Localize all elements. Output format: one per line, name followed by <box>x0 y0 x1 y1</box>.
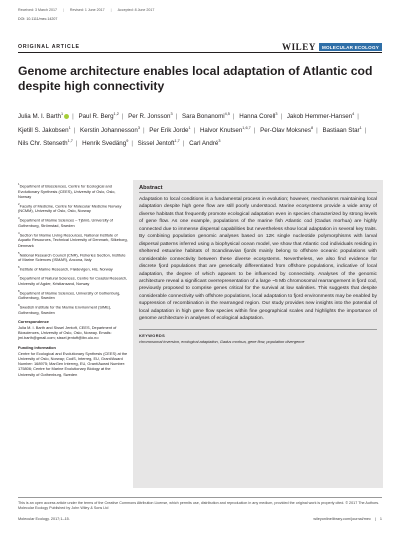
journal-badge: MOLECULAR ECOLOGY <box>319 43 382 51</box>
date-separator: | <box>62 8 64 12</box>
article-dates <box>18 8 154 12</box>
author-separator: | <box>232 113 235 121</box>
affiliation-text: Institute of Marine Research, Flødevigen, His, Norway <box>19 266 113 272</box>
author-name-text: Julia M. I. Barth <box>18 113 61 121</box>
author-name-text: Carl André <box>189 140 219 148</box>
affiliation-number: 3 <box>18 216 20 221</box>
author-name[interactable] <box>80 127 140 134</box>
author-name[interactable] <box>18 127 71 134</box>
affiliation-number: 6 <box>18 265 20 270</box>
author-separator: | <box>316 126 318 134</box>
license-footnote: This is an open access article under the terms of the Creative Commons Attribution License, which permits use, distribution and reproduction in any medium, provided the original work is properly cited. © 2017 The Authors. Molecular Ecology Published by John Wiley & Sons Ltd <box>18 497 382 511</box>
received-date: Received: 3 March 2017 <box>18 8 57 12</box>
author-name-text: Nils Chr. Stenseth <box>18 140 68 148</box>
doi[interactable]: DOI: 10.1111/mec.14207 <box>18 17 58 21</box>
author-separator: | <box>253 126 256 134</box>
author-name[interactable] <box>149 127 190 134</box>
footer-separator: | <box>374 517 376 521</box>
abstract-rule <box>139 192 377 193</box>
author-name[interactable] <box>322 127 361 134</box>
affiliation-item <box>18 251 128 263</box>
affiliation-item <box>18 182 128 199</box>
affiliation-number: 9 <box>18 303 20 308</box>
wiley-logo: WILEY <box>281 42 316 52</box>
author-affiliation-marker: 1 <box>68 125 71 130</box>
author-name[interactable] <box>287 113 354 120</box>
author-separator: | <box>131 140 133 148</box>
author-name-text: Per R. Jonsson <box>128 113 171 121</box>
author-separator: | <box>280 113 283 121</box>
author-name[interactable] <box>78 113 118 120</box>
author-affiliation-marker: 3 <box>170 112 173 116</box>
author-name[interactable] <box>18 113 69 120</box>
author-affiliation-marker: 1,2 <box>113 112 119 116</box>
affiliation-text: Swedish Institute for the Marine Environment (SIME), Gothenburg, Sweden <box>18 304 112 315</box>
article-title: Genome architecture enables local adaptation of Atlantic cod despite high connectivity <box>18 64 373 93</box>
author-affiliation-marker: 1 <box>359 125 362 130</box>
affiliation-item <box>18 202 128 214</box>
author-affiliation-marker: 4,5 <box>224 112 230 116</box>
author-name-text: Per Erik Jorde <box>149 126 189 134</box>
affiliation-item <box>18 289 128 301</box>
keywords-heading: KEYWORDS <box>139 332 166 338</box>
affiliations-column <box>18 182 128 380</box>
affiliation-item <box>18 265 128 272</box>
author-separator: | <box>182 140 185 148</box>
keywords-text: chromosomal inversion, ecological adaptation, Gadus morhua, gene flow, population divergence <box>139 339 305 345</box>
journal-url[interactable]: wileyonlinelibrary.com/journal/mec <box>313 517 371 521</box>
accepted-date: Accepted: 8 June 2017 <box>117 8 155 12</box>
author-affiliation-marker: 1 <box>188 125 191 130</box>
revised-date: Revised: 1 June 2017 <box>69 8 105 12</box>
author-affiliation-marker: 3 <box>218 139 221 144</box>
date-separator: | <box>110 8 112 12</box>
author-name[interactable] <box>189 140 220 147</box>
affiliation-text: Department of Natural Sciences, Centre for Coastal Research, University of Agder, Kristiansand, Norway <box>18 275 128 286</box>
author-list <box>18 109 382 150</box>
author-name-text: Halvor Knutsen <box>199 126 243 134</box>
affiliation-text: Department of Marine Sciences – Tjärnö, University of Gothenburg, Strömstad, Sweden <box>18 217 113 228</box>
header-rule <box>18 52 382 53</box>
author-separator: | <box>193 126 196 134</box>
affiliation-text: Department of Marine Sciences, University of Gothenburg, Gothenburg, Sweden <box>18 289 121 301</box>
author-name[interactable] <box>18 140 73 147</box>
page-footer <box>18 517 382 521</box>
author-name-text: Kjetill S. Jakobsen <box>18 126 69 134</box>
author-affiliation-marker: 1,6,7 <box>242 125 251 130</box>
affiliation-number: 4 <box>18 230 20 235</box>
affiliation-item <box>18 303 128 315</box>
page-number: 1 <box>379 517 382 521</box>
author-name-text: Henrik Svedäng <box>82 140 127 148</box>
author-affiliation-marker: 1,7 <box>67 139 73 144</box>
correspondence-text: Julia M. I. Barth and Sissel Jentoft, CEES, Department of Biosciences, University of Oslo, Oslo, Norway. Emails: jmi.barth@gmail.com; sissel.jentoft@ibv.uio.no <box>18 324 117 341</box>
affiliation-number: 1 <box>18 182 20 186</box>
author-affiliation-marker: 1 <box>60 112 64 116</box>
keywords-rule <box>139 329 377 330</box>
author-separator: | <box>364 126 367 134</box>
author-name[interactable] <box>182 113 230 120</box>
orcid-icon[interactable] <box>64 114 69 119</box>
author-name-text: Sissel Jentoft <box>137 140 175 148</box>
affiliation-number: 7 <box>18 274 20 279</box>
affiliation-number: 2 <box>18 201 20 206</box>
author-name-text: Bastiaan Star <box>322 126 360 134</box>
author-separator: | <box>72 113 74 121</box>
affiliations-list <box>18 182 128 315</box>
publisher-logo <box>282 42 382 52</box>
author-name[interactable] <box>260 127 313 134</box>
affiliation-item <box>18 216 128 228</box>
abstract-text: Adaptation to local conditions is a fundamental process in evolution; however, mechanisms maintaining local adaptation despite high gene flow are still poorly understood. Marine ecosystems provide a wide array of diverse habitats that frequently promote ecological adaptation even in species characterized by strong levels of gene flow. As one example, populations of the marine fish Atlantic cod (Gadus morhua) are highly connected due to immense dispersal capabilities but nevertheless show local adaptation in several key traits. By combining population genomic analyses based on 12K single nucleotide polymorphisms with larval dispersal patterns inferred using a biophysical ocean model, we show that Atlantic cod individuals residing in sheltered estuarine habitats of Scandinavian fjords mainly belong to offshore oceanic populations with considerable connectivity between these diverse ecosystems. Nevertheless, we also find evidence for discrete fjord populations that are genetically differentiated from offshore populations, indicative of local adaptation, the degree of which appears to be influenced by connectivity. Analyses of the genomic architecture reveal a significant overrepresentation of a large ~5 Mb chromosomal rearrangement in fjord cod, previously proposed to comprise genes critical for the survival at low salinities. This suggests that despite considerable connectivity with offshore populations, local adaptation to fjord environments may be enabled by suppression of recombination in the rearranged region. Our study provides new insights into the potential of local adaptation in high gene flow species within fine geographical scales and highlights the importance of genome architecture in analyses of ecological adaptation. <box>139 197 377 322</box>
author-separator: | <box>142 126 145 134</box>
author-name-text: Kerstin Johannesson <box>80 126 138 134</box>
author-affiliation-marker: 8 <box>310 125 314 130</box>
author-name-text: Hanna Corell <box>239 113 276 121</box>
author-name[interactable] <box>239 113 277 120</box>
author-affiliation-marker: 1,7 <box>174 139 180 144</box>
author-separator: | <box>75 140 78 148</box>
abstract-heading: Abstract <box>139 185 163 191</box>
journal-citation: Molecular Ecology. 2017;1–15. <box>18 517 70 521</box>
affiliation-text: National Research Council (CNR), Fisheries Section, Institute of Marine Sciences (ISMAR), Ancona, Italy <box>18 251 126 263</box>
author-separator: | <box>121 113 124 121</box>
affiliation-text: Faculty of Medicine, Centre for Molecular Medicine Norway (NCMM), University of Oslo, Oslo, Norway <box>18 203 122 214</box>
affiliation-text: Department of Biosciences, Centre for Ecological and Evolutionary Synthesis (CEES), University of Oslo, Oslo, Norway <box>18 183 116 199</box>
affiliation-number: 5 <box>18 250 20 255</box>
author-affiliation-marker: 3 <box>275 112 278 116</box>
abstract-box <box>133 180 383 488</box>
affiliation-item <box>18 274 128 286</box>
funding-heading: Funding information <box>18 344 56 350</box>
section-label: ORIGINAL ARTICLE <box>18 44 80 50</box>
author-affiliation-marker: 9 <box>126 139 129 144</box>
author-affiliation-marker: 3 <box>137 125 140 130</box>
author-name[interactable] <box>82 140 128 147</box>
author-affiliation-marker: 4 <box>352 112 355 116</box>
author-name-text: Per-Olav Moksnes <box>260 126 311 134</box>
correspondence-heading: Correspondence <box>18 319 49 325</box>
author-name[interactable] <box>138 140 180 147</box>
author-name-text: Paul R. Berg <box>78 113 114 121</box>
author-separator: | <box>357 113 359 121</box>
author-name[interactable] <box>128 113 172 120</box>
author-separator: | <box>73 126 76 134</box>
affiliation-item <box>18 231 128 248</box>
author-separator: | <box>175 113 178 121</box>
author-name-text: Jakob Hemmer-Hansen <box>286 113 353 121</box>
funding-text: Centre for Ecological and Evolutionary Synthesis (CEES) at the University of Oslo, Norway; CodS, Interreg, EU, Grant/Award Number: 168975; MarGen Interreg, EU, Grant/Award Number: 175806; Centre for Marine Evolutionary Biology at the University of Gothenburg, Sweden <box>18 350 128 377</box>
affiliation-text: Section for Marine Living Resources, National Institute of Aquatic Resources, Technical University of Denmark, Silkeborg, Denmark <box>18 232 128 248</box>
affiliation-number: 8 <box>18 288 20 293</box>
author-name[interactable] <box>200 127 251 134</box>
author-name-text: Sara Bonanomi <box>181 113 225 121</box>
